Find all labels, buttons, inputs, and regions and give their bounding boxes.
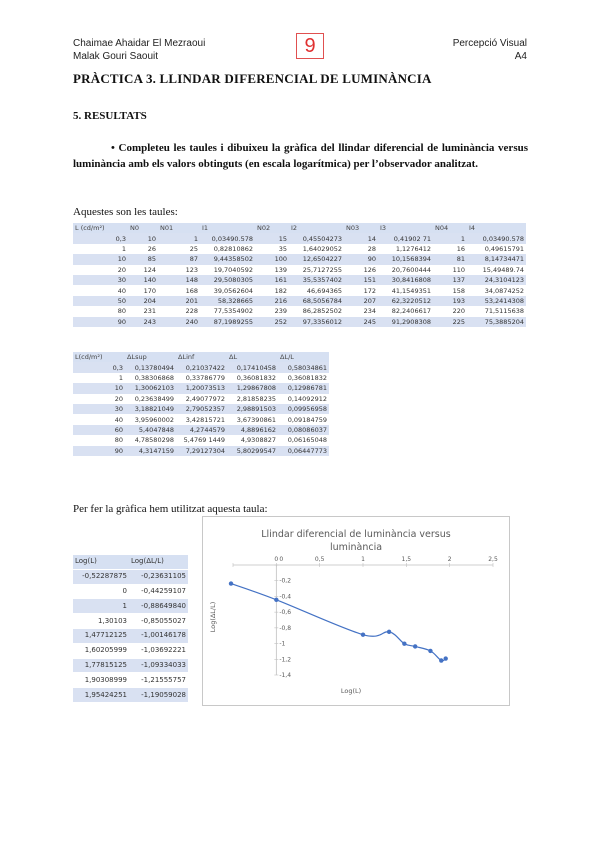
raw-data-cell: 20	[73, 265, 128, 275]
threshold-cell: 2,98891503	[227, 404, 278, 414]
chart-data-point	[402, 641, 406, 645]
log-cell: -1,21555757	[129, 673, 188, 688]
log-header	[73, 555, 188, 569]
chart-title-line-2: luminància	[329, 542, 383, 553]
raw-data-cell: 58,328665	[200, 296, 255, 306]
raw-data-cell: 172	[344, 285, 378, 295]
raw-data-cell: 243	[128, 317, 158, 327]
raw-data-cell: 1	[158, 233, 200, 243]
author-2: Malak Gouri Saouit	[73, 51, 159, 62]
threshold-cell: 0,3	[73, 362, 125, 372]
raw-data-cell: 9,44358502	[200, 254, 255, 264]
raw-data-cell: 216	[255, 296, 289, 306]
threshold-cell: 4,9308827	[227, 435, 278, 445]
raw-data-cell: 50	[73, 296, 128, 306]
chart-data-point	[229, 581, 233, 585]
chart-x-tick-label: 1,5	[401, 556, 412, 563]
raw-data-cell: 110	[433, 265, 467, 275]
threshold-cell: 3,95960002	[125, 414, 176, 424]
raw-data-row	[73, 317, 526, 327]
raw-data-cell: 25,7127255	[289, 265, 344, 275]
raw-data-cell: 87	[158, 254, 200, 264]
raw-data-cell: 1	[73, 244, 128, 254]
header-authors	[73, 37, 205, 63]
raw-data-cell: 71,5115638	[467, 306, 526, 316]
threshold-cell: 2,81858235	[227, 394, 278, 404]
log-cell: -1,19059028	[129, 688, 188, 703]
log-cell: 1,77815125	[73, 658, 129, 673]
raw-data-cell: 225	[433, 317, 467, 327]
threshold-cell: 0,09956958	[278, 404, 329, 414]
raw-data-cell: 46,694365	[289, 285, 344, 295]
threshold-cell: 0,23638499	[125, 394, 176, 404]
raw-data-cell: 1,1276412	[378, 244, 433, 254]
raw-data-cell: 10,1568394	[378, 254, 433, 264]
raw-data-cell: 20,7600444	[378, 265, 433, 275]
threshold-cell: 30	[73, 404, 125, 414]
chart-y-tick-label: 0	[279, 556, 284, 563]
raw-data-cell: 148	[158, 275, 200, 285]
raw-data-cell: 62,3220512	[378, 296, 433, 306]
raw-data-cell: 0,03490.578	[467, 233, 526, 243]
raw-data-cell: 85	[128, 254, 158, 264]
raw-data-row	[73, 265, 526, 275]
threshold-cell: 0,08086037	[278, 425, 329, 435]
page-number: 9	[296, 33, 324, 59]
raw-data-header-cell: I4	[467, 223, 526, 233]
raw-data-cell: 137	[433, 275, 467, 285]
threshold-cell: 3,18821049	[125, 404, 176, 414]
raw-data-cell: 80	[73, 306, 128, 316]
chart-x-label: Log(L)	[340, 687, 362, 695]
chart-y-label: Log(ΔL/L)	[209, 601, 217, 633]
raw-data-header-cell: I3	[378, 223, 433, 233]
log-row	[73, 658, 188, 673]
raw-data-cell: 77,5354902	[200, 306, 255, 316]
chart-x-tick-label: 2	[447, 556, 452, 563]
threshold-cell: 0,58034861	[278, 362, 329, 372]
chart-data-point	[387, 630, 391, 634]
raw-data-cell: 81	[433, 254, 467, 264]
raw-data-cell: 91,2908308	[378, 317, 433, 327]
chart-caption: Per fer la gràfica hem utilitzat aquesta taula:	[73, 503, 268, 515]
raw-data-cell: 204	[128, 296, 158, 306]
log-row	[73, 584, 188, 599]
raw-data-table	[73, 223, 526, 327]
raw-data-cell: 228	[158, 306, 200, 316]
threshold-cell: 4,8896162	[227, 425, 278, 435]
log-body	[73, 569, 188, 702]
raw-data-cell: 40	[73, 285, 128, 295]
threshold-cell: 1,30062103	[125, 383, 176, 393]
log-cell: -1,03692221	[129, 643, 188, 658]
log-row	[73, 599, 188, 614]
log-row	[73, 614, 188, 629]
chart-y-tick-label: -0,4	[279, 593, 292, 601]
log-cell: 0	[73, 584, 129, 599]
threshold-row	[73, 446, 329, 456]
raw-data-cell: 193	[433, 296, 467, 306]
raw-data-cell: 0,03490.578	[200, 233, 255, 243]
threshold-row	[73, 373, 329, 383]
chart-y-tick-label: -1	[279, 640, 286, 648]
threshold-header-cell: ΔLsup	[125, 352, 176, 362]
raw-data-cell: 53,2414308	[467, 296, 526, 306]
raw-data-cell: 151	[344, 275, 378, 285]
raw-data-cell: 90	[344, 254, 378, 264]
log-row	[73, 569, 188, 584]
raw-data-row	[73, 275, 526, 285]
log-cell: -0,88649840	[129, 599, 188, 614]
author-1: Chaimae Ahaidar El Mezraoui	[73, 38, 206, 49]
raw-data-cell: 207	[344, 296, 378, 306]
raw-data-cell: 15,49489.74	[467, 265, 526, 275]
raw-data-cell: 14	[344, 233, 378, 243]
threshold-cell: 5,4769 1449	[176, 435, 227, 445]
threshold-row	[73, 425, 329, 435]
log-cell: 1	[73, 599, 129, 614]
chart-y-tick-label: -1,2	[279, 656, 292, 664]
raw-data-cell: 68,5056784	[289, 296, 344, 306]
log-cell: -0,52287875	[73, 569, 129, 584]
header-course	[453, 37, 527, 63]
raw-data-row	[73, 233, 526, 243]
raw-data-header-cell: N02	[255, 223, 289, 233]
log-header-cell: Log(ΔL/L)	[129, 555, 188, 569]
instruction-paragraph: • Completeu les taules i dibuixeu la gràfica del llindar diferencial de luminància versus luminància amb els valors obtinguts (en escala logarítmica) per l’observador analitzat.	[73, 142, 528, 170]
threshold-row	[73, 383, 329, 393]
raw-data-cell: 12,6504227	[289, 254, 344, 264]
threshold-cell: 0,38306868	[125, 373, 176, 383]
raw-data-cell: 87,1989255	[200, 317, 255, 327]
log-cell: -1,00146178	[129, 628, 188, 643]
threshold-cell: 2,49077972	[176, 394, 227, 404]
raw-data-cell: 139	[255, 265, 289, 275]
raw-data-cell: 0,45504273	[289, 233, 344, 243]
raw-data-cell: 245	[344, 317, 378, 327]
threshold-header-cell: ΔL/L	[278, 352, 329, 362]
raw-data-header-cell: N01	[158, 223, 200, 233]
threshold-cell: 0,17410458	[227, 362, 278, 372]
raw-data-cell: 100	[255, 254, 289, 264]
chart-x-tick-label: 1	[361, 556, 365, 563]
raw-data-header	[73, 223, 526, 233]
raw-data-cell: 220	[433, 306, 467, 316]
raw-data-cell: 239	[255, 306, 289, 316]
raw-data-header-cell: L (cd/m²)	[73, 223, 128, 233]
raw-data-cell: 124	[128, 265, 158, 275]
raw-data-cell: 140	[128, 275, 158, 285]
raw-data-cell: 29,5080305	[200, 275, 255, 285]
chart-data-point	[444, 656, 448, 660]
threshold-cell: 1,20073513	[176, 383, 227, 393]
raw-data-cell: 15	[255, 233, 289, 243]
log-cell: -0,23631105	[129, 569, 188, 584]
threshold-cell: 0,06165048	[278, 435, 329, 445]
chart-data-point	[428, 649, 432, 653]
chart-data-point	[413, 644, 417, 648]
threshold-cell: 0,06447773	[278, 446, 329, 456]
threshold-header-cell: L(cd/m²)	[73, 352, 125, 362]
raw-data-header-cell: N03	[344, 223, 378, 233]
raw-data-cell: 170	[128, 285, 158, 295]
threshold-row	[73, 394, 329, 404]
log-table	[73, 555, 188, 703]
chart-title-line-1: Llindar diferencial de luminància versus	[261, 529, 451, 540]
raw-data-cell: 240	[158, 317, 200, 327]
raw-data-row	[73, 285, 526, 295]
raw-data-cell: 28	[344, 244, 378, 254]
raw-data-cell: 1	[433, 233, 467, 243]
threshold-body	[73, 362, 329, 456]
chart-x-tick-label: 2,5	[488, 556, 498, 563]
raw-data-cell: 0,49615791	[467, 244, 526, 254]
threshold-cell: 40	[73, 414, 125, 424]
raw-data-cell: 35,5357402	[289, 275, 344, 285]
group-label: A4	[514, 51, 527, 62]
log-cell: -1,09334033	[129, 658, 188, 673]
threshold-cell: 0,21037422	[176, 362, 227, 372]
raw-data-header-cell: I1	[200, 223, 255, 233]
chart-data-point	[361, 632, 365, 636]
threshold-cell: 60	[73, 425, 125, 435]
raw-data-header-cell: N04	[433, 223, 467, 233]
threshold-cell: 90	[73, 446, 125, 456]
chart-x-tick-label: 0	[274, 556, 279, 563]
raw-data-cell: 158	[433, 285, 467, 295]
log-cell: -0,44259107	[129, 584, 188, 599]
log-cell: 1,95424251	[73, 688, 129, 703]
chart-y-tick-label: -0,8	[279, 624, 292, 632]
log-cell: 1,90308999	[73, 673, 129, 688]
threshold-row	[73, 362, 329, 372]
chart-data-point	[274, 598, 278, 602]
log-cell: 1,30103	[73, 614, 129, 629]
raw-data-row	[73, 296, 526, 306]
raw-data-cell: 10	[73, 254, 128, 264]
raw-data-cell: 24,3104123	[467, 275, 526, 285]
raw-data-cell: 25	[158, 244, 200, 254]
threshold-cell: 0,36081832	[278, 373, 329, 383]
threshold-cell: 20	[73, 394, 125, 404]
raw-data-cell: 82,2406617	[378, 306, 433, 316]
raw-data-cell: 0,3	[73, 233, 128, 243]
raw-data-cell: 8,14734471	[467, 254, 526, 264]
raw-data-cell: 86,2852502	[289, 306, 344, 316]
raw-data-cell: 16	[433, 244, 467, 254]
threshold-cell: 4,78580298	[125, 435, 176, 445]
threshold-header	[73, 352, 329, 362]
raw-data-cell: 182	[255, 285, 289, 295]
threshold-cell: 4,3147159	[125, 446, 176, 456]
threshold-cell: 0,13780494	[125, 362, 176, 372]
raw-data-row	[73, 244, 526, 254]
document-title: PRÀCTICA 3. LLINDAR DIFERENCIAL DE LUMINÀNCIA	[73, 71, 432, 86]
raw-data-header-cell: N0	[128, 223, 158, 233]
threshold-cell: 1,29867808	[227, 383, 278, 393]
threshold-cell: 0,33786779	[176, 373, 227, 383]
raw-data-cell: 41,1549351	[378, 285, 433, 295]
raw-data-cell: 0,41902 71	[378, 233, 433, 243]
threshold-row	[73, 414, 329, 424]
chart-x-tick-label: 0,5	[314, 556, 325, 563]
raw-data-cell: 161	[255, 275, 289, 285]
threshold-header-cell: ΔLinf	[176, 352, 227, 362]
threshold-cell: 2,79052357	[176, 404, 227, 414]
raw-data-cell: 30,8416808	[378, 275, 433, 285]
log-cell: -0,85055027	[129, 614, 188, 629]
raw-data-cell: 90	[73, 317, 128, 327]
threshold-cell: 7,29127304	[176, 446, 227, 456]
raw-data-header-cell: I2	[289, 223, 344, 233]
raw-data-row	[73, 306, 526, 316]
threshold-cell: 1	[73, 373, 125, 383]
raw-data-cell: 201	[158, 296, 200, 306]
raw-data-cell: 1,64029052	[289, 244, 344, 254]
raw-data-cell: 39,0562604	[200, 285, 255, 295]
raw-data-row	[73, 254, 526, 264]
raw-data-cell: 123	[158, 265, 200, 275]
threshold-cell: 80	[73, 435, 125, 445]
log-row	[73, 673, 188, 688]
raw-data-cell: 10	[128, 233, 158, 243]
log-row	[73, 643, 188, 658]
chart-y-tick-label: -0,6	[279, 609, 292, 617]
log-cell: 1,47712125	[73, 628, 129, 643]
threshold-row	[73, 404, 329, 414]
log-cell: 1,60205999	[73, 643, 129, 658]
raw-data-cell: 168	[158, 285, 200, 295]
threshold-row	[73, 435, 329, 445]
threshold-cell: 3,67390861	[227, 414, 278, 424]
threshold-cell: 5,4047848	[125, 425, 176, 435]
threshold-cell: 0,12986781	[278, 383, 329, 393]
log-row	[73, 628, 188, 643]
log-row	[73, 688, 188, 703]
raw-data-cell: 97,3356012	[289, 317, 344, 327]
raw-data-cell: 0,82810862	[200, 244, 255, 254]
raw-data-cell: 30	[73, 275, 128, 285]
threshold-header-cell: ΔL	[227, 352, 278, 362]
tables-caption: Aquestes son les taules:	[73, 206, 178, 218]
log-header-cell: Log(L)	[73, 555, 129, 569]
chart-data-point	[439, 658, 443, 662]
raw-data-cell: 34,0874252	[467, 285, 526, 295]
raw-data-cell: 252	[255, 317, 289, 327]
threshold-cell: 0,36081832	[227, 373, 278, 383]
chart-svg	[203, 517, 509, 705]
chart-series-line	[231, 584, 446, 664]
raw-data-cell: 35	[255, 244, 289, 254]
threshold-chart	[202, 516, 510, 706]
threshold-cell: 10	[73, 383, 125, 393]
threshold-cell: 5,80299547	[227, 446, 278, 456]
raw-data-cell: 26	[128, 244, 158, 254]
threshold-cell: 4,2744579	[176, 425, 227, 435]
chart-y-tick-label: -0,2	[279, 577, 292, 585]
chart-y-tick-label: -1,4	[279, 672, 292, 679]
threshold-cell: 0,14092912	[278, 394, 329, 404]
threshold-table	[73, 352, 329, 456]
raw-data-cell: 234	[344, 306, 378, 316]
threshold-cell: 3,42815721	[176, 414, 227, 424]
raw-data-cell: 75,3885204	[467, 317, 526, 327]
threshold-cell: 0,09184759	[278, 414, 329, 424]
raw-data-body	[73, 233, 526, 327]
raw-data-cell: 19,7040592	[200, 265, 255, 275]
raw-data-cell: 231	[128, 306, 158, 316]
section-heading: 5. RESULTATS	[73, 110, 147, 122]
subject-label: Percepció Visual	[452, 38, 527, 49]
raw-data-cell: 126	[344, 265, 378, 275]
